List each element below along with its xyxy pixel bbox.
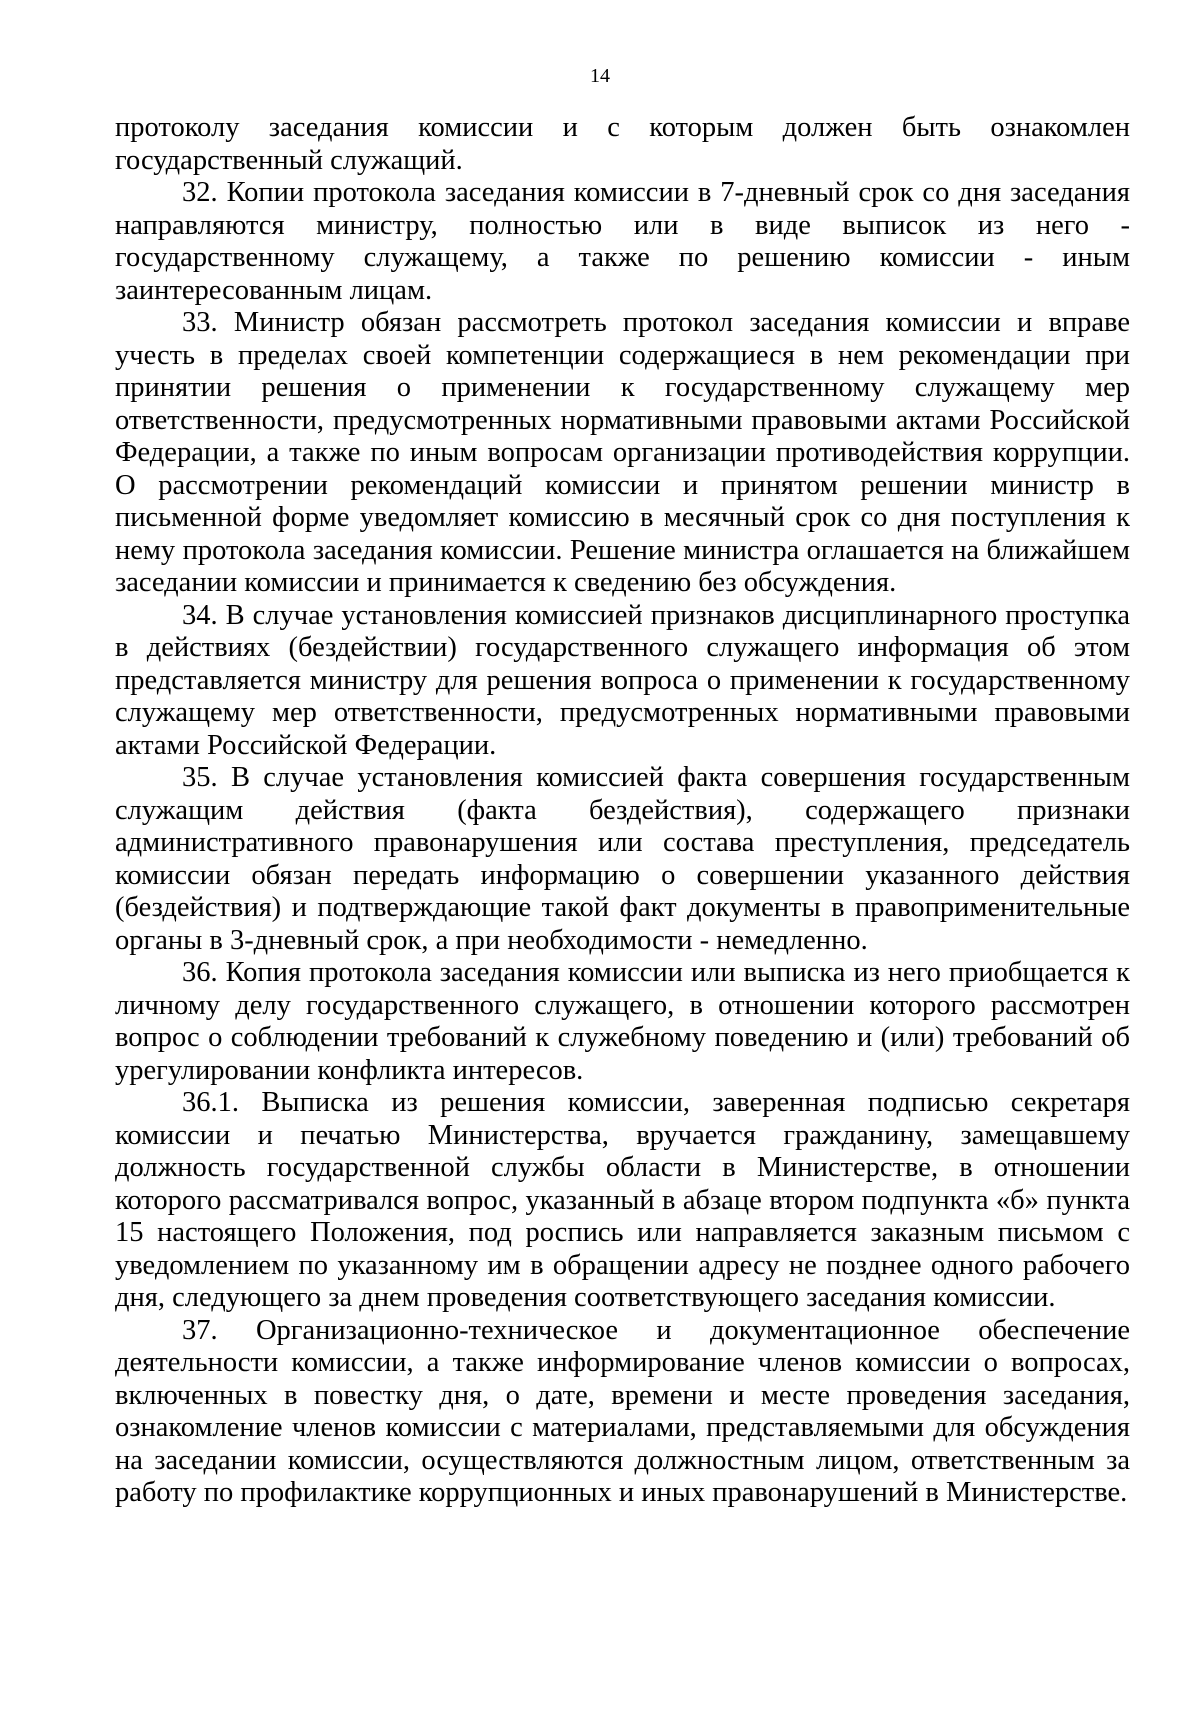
- paragraph-34: 34. В случае установления комиссией признаков дисциплинарного проступка в действиях (бездействии) государственного служащего информация об этом представляется министру для решения вопроса о применении к государственному служащему мер ответственности, предусмотренных нормативными правовыми актами Российской Федерации.: [115, 599, 1130, 761]
- document-body: [115, 112, 1130, 1510]
- paragraph-37: 37. Организационно-техническое и документационное обеспечение деятельности комиссии, а также информирование членов комиссии о вопросах, включенных в повестку дня, о дате, времени и месте проведения заседания, ознакомление членов комиссии с материалами, представляемыми для обсуждения на заседании комиссии, осуществляются должностным лицом, ответственным за работу по профилактике коррупционных и иных правонарушений в Министерстве.: [115, 1314, 1130, 1508]
- paragraph-36: 36. Копия протокола заседания комиссии или выписка из него приобщается к личному делу государственного служащего, в отношении которого рассмотрен вопрос о соблюдении требований к служебному поведению и (или) требований об урегулировании конфликта интересов.: [115, 957, 1130, 1086]
- paragraph-33: 33. Министр обязан рассмотреть протокол заседания комиссии и вправе учесть в пределах своей компетенции содержащиеся в нем рекомендации при принятии решения о применении к государственному служащему мер ответственности, предусмотренных нормативными правовыми актами Российской Федерации, а также по иным вопросам организации противодействия коррупции. О рассмотрении рекомендаций комиссии и принятом решении министр в письменной форме уведомляет комиссию в месячный срок со дня поступления к нему протокола заседания комиссии. Решение министра оглашается на ближайшем заседании комиссии и принимается к сведению без обсуждения.: [115, 307, 1130, 598]
- paragraph-36-1: 36.1. Выписка из решения комиссии, заверенная подписью секретаря комиссии и печатью Министерства, вручается гражданину, замещавшему должность государственной службы области в Министерстве, в отношении которого рассматривался вопрос, указанный в абзаце втором подпункта «б» пункта 15 настоящего Положения, под роспись или направляется заказным письмом с уведомлением по указанному им в обращении адресу не позднее одного рабочего дня, следующего за днем проведения соответствующего заседания комиссии.: [115, 1087, 1130, 1313]
- paragraph-35: 35. В случае установления комиссией факта совершения государственным служащим действия (факта бездействия), содержащего признаки административного правонарушения или состава преступления, председатель комиссии обязан передать информацию о совершении указанного действия (бездействия) и подтверждающие такой факт документы в правоприменительные органы в 3-дневный срок, а при необходимости - немедленно.: [115, 762, 1130, 956]
- page-number: 14: [590, 65, 610, 87]
- paragraph-32: 32. Копии протокола заседания комиссии в 7-дневный срок со дня заседания направляются министру, полностью или в виде выписок из него - государственному служащему, а также по решению комиссии - иным заинтересованным лицам.: [115, 177, 1130, 306]
- paragraph-continuation: протоколу заседания комиссии и с которым должен быть ознакомлен государственный служащий.: [115, 112, 1130, 176]
